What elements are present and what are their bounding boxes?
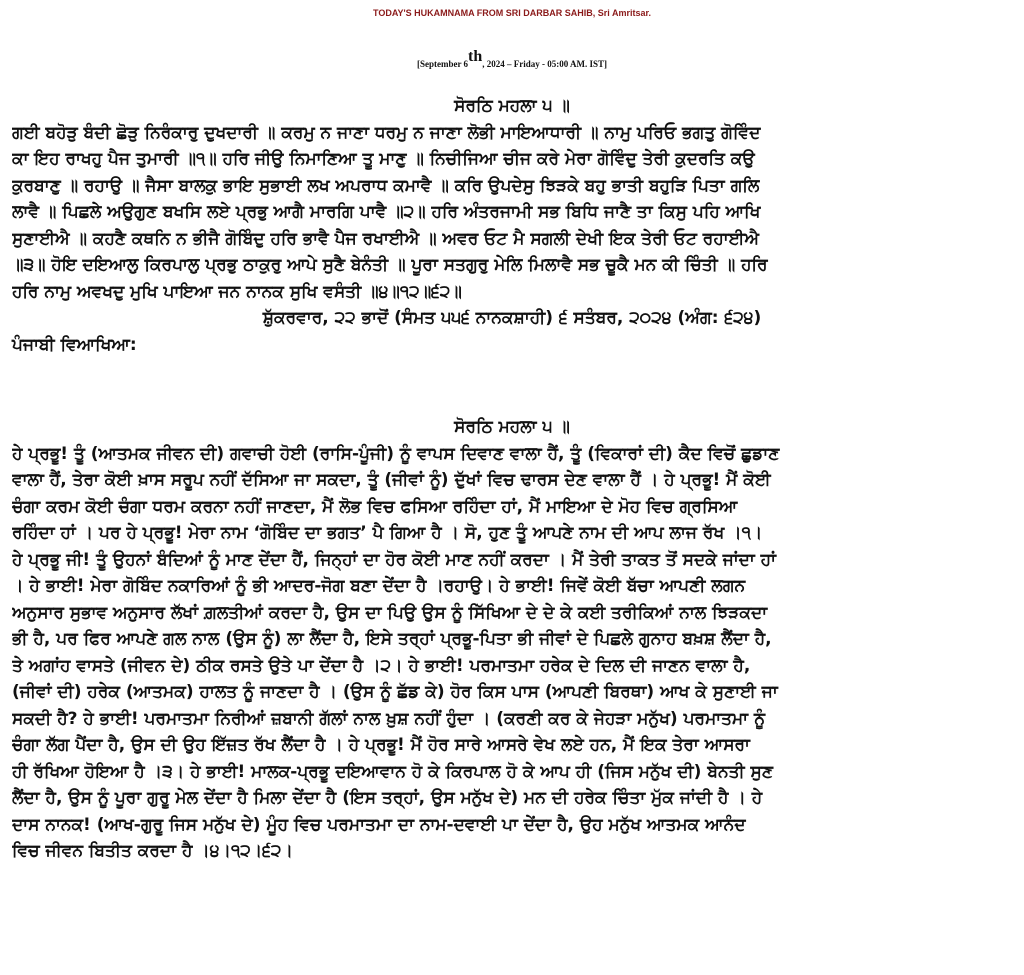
hukamnama-line: ਲਾਵੈ ॥ ਪਿਛਲੇ ਅਉਗੁਣ ਬਖਸਿ ਲਏ ਪ੍ਰਭੁ ਆਗੈ ਮਾਰਗਿ ਪਾਵੈ ॥੨॥ ਹਰਿ ਅੰਤਰਜਾਮੀ ਸਭ ਬਿਧਿ ਜਾਣੈ ਤਾ ਕਿਸੁ ਪਹਿ ਆਖਿ: [12, 202, 761, 222]
page-subtitle: [0, 50, 1024, 69]
hukamnama-heading: ਸੋਰਠਿ ਮਹਲਾ ੫ ॥: [454, 96, 570, 116]
vyakhya-line: ਭੀ ਹੈ, ਪਰ ਫਿਰ ਆਪਣੇ ਗਲ ਨਾਲ (ਉਸ ਨੂੰ) ਲਾ ਲੈਂਦਾ ਹੈ, ਇਸੇ ਤਰ੍ਹਾਂ ਪ੍ਰਭੂ-ਪਿਤਾ ਭੀ ਜੀਵਾਂ ਦੇ ਪਿਛਲੇ ਗੁਨਾਹ ਬਖ਼ਸ਼ ਲੈਂਦਾ ਹੈ,: [12, 629, 772, 649]
vyakhya-line: ਅਨੁਸਾਰ ਸੁਭਾਵ ਅਨੁਸਾਰ ਲੱਖਾਂ ਗ਼ਲਤੀਆਂ ਕਰਦਾ ਹੈ, ਉਸ ਦਾ ਪਿਉ ਉਸ ਨੂੰ ਸਿੱਖਿਆ ਦੇ ਦੇ ਕੇ ਕਈ ਤਰੀਕਿਆਂ ਨਾਲ ਝਿੜਕਦਾ: [12, 602, 768, 623]
date-line: ਸ਼ੁੱਕਰਵਾਰ, ੨੨ ਭਾਦੋਂ (ਸੰਮਤ ੫੫੬ ਨਾਨਕਸ਼ਾਹੀ) ੬ ਸਤੰਬਰ, ੨੦੨੪ (ਅੰਗ: ੬੨੪): [262, 308, 762, 328]
vyakhya-line: ਰਹਿੰਦਾ ਹਾਂ । ਪਰ ਹੇ ਪ੍ਰਭੂ! ਮੇਰਾ ਨਾਮ ‘ਗੋਬਿੰਦ ਦਾ ਭਗਤ’ ਪੈ ਗਿਆ ਹੈ । ਸੋ, ਹੁਣ ਤੂੰ ਆਪਣੇ ਨਾਮ ਦੀ ਆਪ ਲਾਜ ਰੱਖ ।੧।: [12, 523, 763, 543]
vyakhya-line: ਸਕਦੀ ਹੈ? ਹੇ ਭਾਈ! ਪਰਮਾਤਮਾ ਨਿਰੀਆਂ ਜ਼ਬਾਨੀ ਗੱਲਾਂ ਨਾਲ ਖ਼ੁਸ਼ ਨਹੀਂ ਹੁੰਦਾ । (ਕਰਣੀ ਕਰ ਕੇ ਜੇਹੜਾ ਮਨੁੱਖ) ਪਰਮਾਤਮਾ ਨੂੰ: [12, 708, 766, 729]
vyakhya-line: ਦਾਸ ਨਾਨਕ! (ਆਖ-ਗੁਰੂ ਜਿਸ ਮਨੁੱਖ ਦੇ) ਮੂੰਹ ਵਿਚ ਪਰਮਾਤਮਾ ਦਾ ਨਾਮ-ਦਵਾਈ ਪਾ ਦੇਂਦਾ ਹੈ, ਉਹ ਮਨੁੱਖ ਆਤਮਕ ਆਨੰਦ: [12, 814, 746, 835]
vyakhya-line: ਹੀ ਰੱਖਿਆ ਹੋਇਆ ਹੈ ।੩। ਹੇ ਭਾਈ! ਮਾਲਕ-ਪ੍ਰਭੂ ਦਇਆਵਾਨ ਹੋ ਕੇ ਕਿਰਪਾਲ ਹੋ ਕੇ ਆਪ ਹੀ (ਜਿਸ ਮਨੁੱਖ ਦੀ) ਬੇਨਤੀ ਸੁਣ: [12, 761, 773, 782]
vyakhya-line: ਤੇ ਅਗਾਂਹ ਵਾਸਤੇ (ਜੀਵਨ ਦੇ) ਠੀਕ ਰਸਤੇ ਉਤੇ ਪਾ ਦੇਂਦਾ ਹੈ ।੨। ਹੇ ਭਾਈ! ਪਰਮਾਤਮਾ ਹਰੇਕ ਦੇ ਦਿਲ ਦੀ ਜਾਣਨ ਵਾਲਾ ਹੈ,: [12, 655, 751, 676]
vyakhya-line: ਚੰਗਾ ਕਰਮ ਕੋਈ ਚੰਗਾ ਧਰਮ ਕਰਨਾ ਨਹੀਂ ਜਾਣਦਾ, ਮੈਂ ਲੋਭ ਵਿਚ ਫਸਿਆ ਰਹਿੰਦਾ ਹਾਂ, ਮੈਂ ਮਾਇਆ ਦੇ ਮੋਹ ਵਿਚ ਗ੍ਰਸਿਆ: [12, 496, 738, 517]
hukamnama-line: ਗਈ ਬਹੋੜੁ ਬੰਦੀ ਛੋੜੁ ਨਿਰੰਕਾਰੁ ਦੁਖਦਾਰੀ ॥ ਕਰਮੁ ਨ ਜਾਣਾ ਧਰਮੁ ਨ ਜਾਣਾ ਲੋਭੀ ਮਾਇਆਧਾਰੀ ॥ ਨਾਮੁ ਪਰਿਓ ਭਗਤੁ ਗੋਵਿੰਦ: [12, 122, 761, 143]
vyakhya-line: ਵਿਚ ਜੀਵਨ ਬਿਤੀਤ ਕਰਦਾ ਹੈ ।੪।੧੨।੬੨।: [12, 841, 293, 861]
vyakhya-label: ਪੰਜਾਬੀ ਵਿਆਖਿਆ:: [12, 334, 137, 355]
hukamnama-line: ਸੁਣਾਈਐ ॥ ਕਹਣੈ ਕਥਨਿ ਨ ਭੀਜੈ ਗੋਬਿੰਦੁ ਹਰਿ ਭਾਵੈ ਪੈਜ ਰਖਾਈਐ ॥ ਅਵਰ ਓਟ ਮੈ ਸਗਲੀ ਦੇਖੀ ਇਕ ਤੇਰੀ ਓਟ ਰਹਾਈਐ: [12, 228, 759, 249]
hukamnama-line: ਕੁਰਬਾਣੁ ॥ ਰਹਾਉ ॥ ਜੈਸਾ ਬਾਲਕੁ ਭਾਇ ਸੁਭਾਈ ਲਖ ਅਪਰਾਧ ਕਮਾਵੈ ॥ ਕਰਿ ਉਪਦੇਸੁ ਝਿੜਕੇ ਬਹੁ ਭਾਤੀ ਬਹੁੜਿ ਪਿਤਾ ਗਲਿ: [12, 175, 760, 196]
vyakhya-line: ਲੈਂਦਾ ਹੈ, ਉਸ ਨੂੰ ਪੂਰਾ ਗੁਰੂ ਮੇਲ ਦੇਂਦਾ ਹੈ ਮਿਲਾ ਦੇਂਦਾ ਹੈ (ਇਸ ਤਰ੍ਹਾਂ, ਉਸ ਮਨੁੱਖ ਦੇ) ਮਨ ਦੀ ਹਰੇਕ ਚਿੰਤਾ ਮੁੱਕ ਜਾਂਦੀ ਹੈ । ਹੇ: [12, 788, 763, 808]
vyakhya-line: ਹੇ ਪ੍ਰਭੂ! ਤੂੰ (ਆਤਮਕ ਜੀਵਨ ਦੀ) ਗਵਾਚੀ ਹੋਈ (ਰਾਸਿ-ਪੂੰਜੀ) ਨੂੰ ਵਾਪਸ ਦਿਵਾਣ ਵਾਲਾ ਹੈਂ, ਤੂੰ (ਵਿਕਾਰਾਂ ਦੀ) ਕੈਦ ਵਿਚੋਂ ਛੁਡਾਣ: [12, 443, 780, 464]
subtitle-date-start: [September 6: [416, 59, 469, 69]
hukamnama-line: ॥੩॥ ਹੋਇ ਦਇਆਲੁ ਕਿਰਪਾਲੁ ਪ੍ਰਭੁ ਠਾਕੁਰੁ ਆਪੇ ਸੁਣੈ ਬੇਨੰਤੀ ॥ ਪੂਰਾ ਸਤਗੁਰੁ ਮੇਲਿ ਮਿਲਾਵੈ ਸਭ ਚੂਕੈ ਮਨ ਕੀ ਚਿੰਤੀ ॥ ਹਰਿ: [12, 255, 768, 275]
vyakhya-line: । ਹੇ ਭਾਈ! ਮੇਰਾ ਗੋਬਿੰਦ ਨਕਾਰਿਆਂ ਨੂੰ ਭੀ ਆਦਰ-ਜੋਗ ਬਣਾ ਦੇਂਦਾ ਹੈ ।ਰਹਾਉ। ਹੇ ਭਾਈ! ਜਿਵੇਂ ਕੋਈ ਬੱਚਾ ਆਪਣੀ ਲਗਨ: [12, 576, 746, 596]
vyakhya-line: ਹੇ ਪ੍ਰਭੂ ਜੀ! ਤੂੰ ਉਹਨਾਂ ਬੰਦਿਆਂ ਨੂੰ ਮਾਣ ਦੇਂਦਾ ਹੈਂ, ਜਿਨ੍ਹਾਂ ਦਾ ਹੋਰ ਕੋਈ ਮਾਣ ਨਹੀਂ ਕਰਦਾ । ਮੈਂ ਤੇਰੀ ਤਾਕਤ ਤੋਂ ਸਦਕੇ ਜਾਂਦਾ ਹਾਂ: [12, 549, 776, 570]
vyakhya-heading: ਸੋਰਠਿ ਮਹਲਾ ੫ ॥: [454, 417, 570, 437]
vyakhya-text: [12, 414, 1012, 865]
vyakhya-line: ਚੰਗਾ ਲੱਗ ਪੈਂਦਾ ਹੈ, ਉਸ ਦੀ ਉਹ ਇੱਜ਼ਤ ਰੱਖ ਲੈਂਦਾ ਹੈ । ਹੇ ਪ੍ਰਭੂ! ਮੈਂ ਹੋਰ ਸਾਰੇ ਆਸਰੇ ਵੇਖ ਲਏ ਹਨ, ਮੈਂ ਇਕ ਤੇਰਾ ਆਸਰਾ: [12, 735, 750, 755]
vyakhya-line: (ਜੀਵਾਂ ਦੀ) ਹਰੇਕ (ਆਤਮਕ) ਹਾਲਤ ਨੂੰ ਜਾਣਦਾ ਹੈ । (ਉਸ ਨੂੰ ਛੱਡ ਕੇ) ਹੋਰ ਕਿਸ ਪਾਸ (ਆਪਣੀ ਬਿਰਥਾ) ਆਖ ਕੇ ਸੁਣਾਈ ਜਾ: [12, 682, 778, 702]
hukamnama-text: [12, 93, 1012, 358]
subtitle-ordinal: th: [468, 48, 483, 65]
vyakhya-line: ਵਾਲਾ ਹੈਂ, ਤੇਰਾ ਕੋਈ ਖ਼ਾਸ ਸਰੂਪ ਨਹੀਂ ਦੱਸਿਆ ਜਾ ਸਕਦਾ, ਤੂੰ (ਜੀਵਾਂ ਨੂੰ) ਦੁੱਖਾਂ ਵਿਚ ਢਾਰਸ ਦੇਣ ਵਾਲਾ ਹੈਂ । ਹੇ ਪ੍ਰਭੂ! ਮੈਂ ਕੋਈ: [12, 470, 771, 490]
hukamnama-line: ਹਰਿ ਨਾਮੁ ਅਵਖਦੁ ਮੁਖਿ ਪਾਇਆ ਜਨ ਨਾਨਕ ਸੁਖਿ ਵਸੰਤੀ ॥੪॥੧੨॥੬੨॥: [12, 281, 462, 302]
hukamnama-line: ਕਾ ਇਹ ਰਾਖਹੁ ਪੈਜ ਤੁਮਾਰੀ ॥੧॥ ਹਰਿ ਜੀਉ ਨਿਮਾਣਿਆ ਤੂ ਮਾਣੁ ॥ ਨਿਚੀਜਿਆ ਚੀਜ ਕਰੇ ਮੇਰਾ ਗੋਵਿੰਦੁ ਤੇਰੀ ਕੁਦਰਤਿ ਕਉ: [12, 149, 755, 169]
subtitle-date-end: , 2024 – Friday - 05:00 AM. IST]: [482, 59, 608, 69]
page-title: TODAY'S HUKAMNAMA FROM SRI DARBAR SAHIB, Sri Amritsar.: [372, 8, 651, 18]
